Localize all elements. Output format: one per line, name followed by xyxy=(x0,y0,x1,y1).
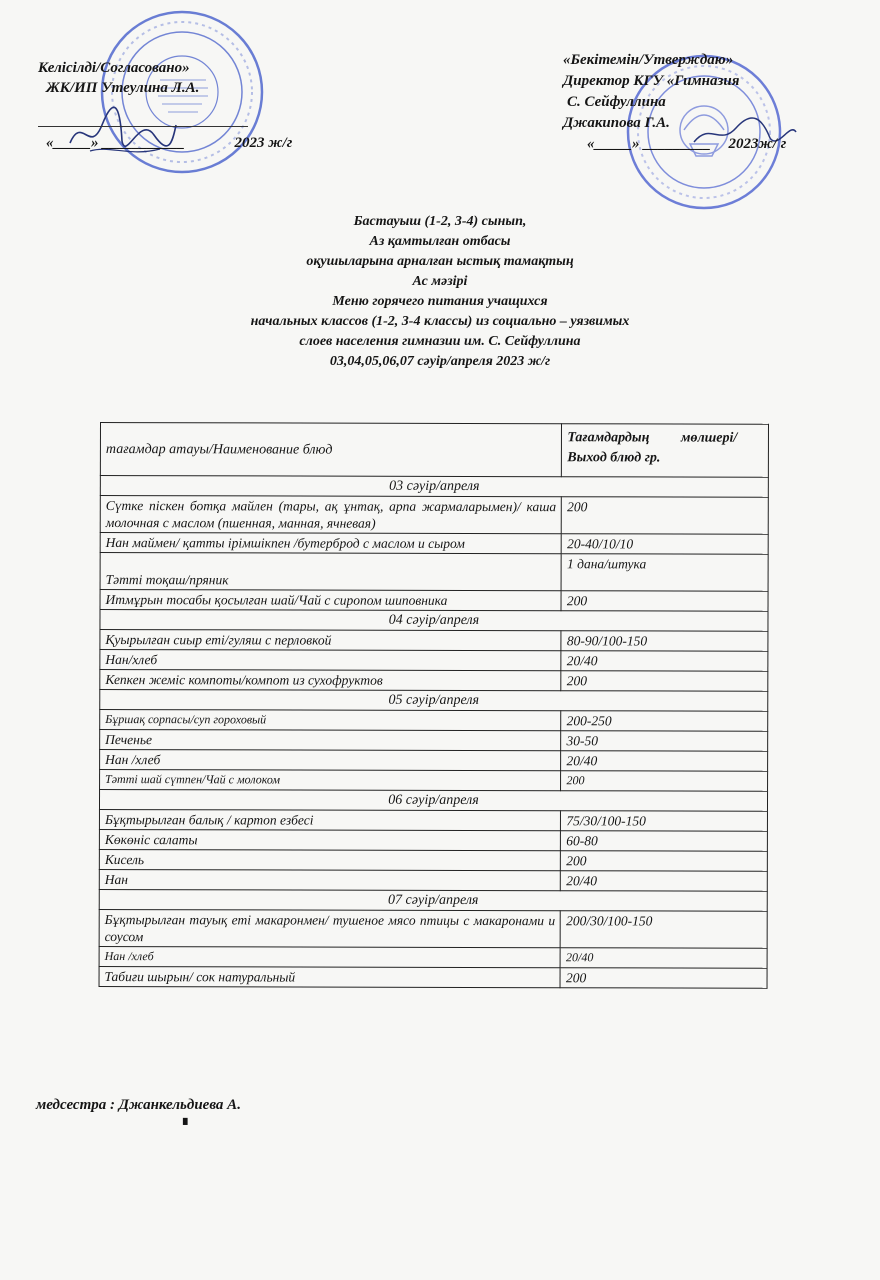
agreed-date-year: 2023 ж/г xyxy=(234,135,293,151)
approved-school-name: С. Сейфуллина xyxy=(567,94,666,110)
day-row xyxy=(99,889,767,911)
dish-name: Итмұрын тосабы қосылған шай/Чай с сиропом шиповника xyxy=(100,590,561,611)
approved-director-name: Джакипова Г.А. xyxy=(563,115,670,131)
table-row xyxy=(100,650,768,672)
table-row xyxy=(99,869,767,891)
dish-portion: 75/30/100-150 xyxy=(561,811,768,832)
day-row xyxy=(100,476,768,498)
day-label: 06 сәуір/апреля xyxy=(99,790,767,812)
day-row xyxy=(100,690,768,712)
signature-line xyxy=(38,126,248,127)
table-row xyxy=(99,829,767,851)
dish-name: Бұқтырылған балық / картоп езбесі xyxy=(99,810,560,831)
table-row xyxy=(100,553,768,592)
table-row xyxy=(100,630,768,652)
agreed-date xyxy=(38,133,338,153)
portion-header-line: Тағамдардың мөлшері/ xyxy=(567,430,738,446)
table-row xyxy=(100,590,768,612)
dish-portion: 20-40/10/10 xyxy=(562,534,769,555)
table-row xyxy=(100,730,768,752)
table-row xyxy=(100,750,768,772)
heading-line: Бастауыш (1-2, 3-4) сынып, xyxy=(353,214,527,229)
dish-name: Қуырылған сиыр еті/гуляш с перловкой xyxy=(100,630,561,651)
dish-portion: 30-50 xyxy=(561,731,768,752)
dish-portion: 20/40 xyxy=(561,871,768,892)
dish-name: Печенье xyxy=(100,730,561,751)
dish-portion: 200-250 xyxy=(561,711,768,732)
agreed-org: ЖК/ИП Утеулина Л.А. xyxy=(46,80,200,96)
dish-name: Нан xyxy=(99,869,560,890)
dish-portion: 60-80 xyxy=(561,831,768,852)
dish-portion: 200 xyxy=(560,968,767,989)
dish-portion: 200 xyxy=(562,497,769,535)
heading-dates: 03,04,05,06,07 сәуір/апреля 2023 ж/г xyxy=(329,354,551,369)
dish-name: Бұршақ сорпасы/суп гороховый xyxy=(100,710,561,731)
dish-name: Нан/хлеб xyxy=(100,650,561,671)
heading-line: оқушыларына арналған ыстық тамақтың xyxy=(306,254,574,269)
dish-name: Табиғи шырын/ сок натуральный xyxy=(99,966,560,987)
day-label: 07 сәуір/апреля xyxy=(99,889,767,911)
table-row xyxy=(99,909,767,948)
table-row xyxy=(100,533,768,555)
table-row xyxy=(100,710,768,732)
approved-date xyxy=(563,134,863,155)
column-header-dish: тағамдар атауы/Наименование блюд xyxy=(100,423,562,477)
table-row xyxy=(99,810,767,832)
dish-name: Сүтке піскен ботқа майлен (тары, ақ ұнтақ, арпа жармаларымен)/ каша молочная с маслом (пшенная, манная, ячневая) xyxy=(100,496,562,534)
day-label: 04 сәуір/апреля xyxy=(100,610,768,632)
heading-line: Ас мәзірі xyxy=(412,274,468,289)
dish-name: Бұқтырылған тауық еті макаронмен/ тушеное мясо птицы с макаронами и соусом xyxy=(99,909,561,947)
dish-name: Нан /хлеб xyxy=(99,946,560,967)
dish-portion: 1 дана/штука xyxy=(561,554,768,592)
dish-name: Кепкен жеміс компоты/компот из сухофруктов xyxy=(100,670,561,691)
approved-title: «Бекітемін/Утверждаю» xyxy=(563,52,734,68)
dish-name: Тәтті тоқаш/пряник xyxy=(100,553,562,591)
heading-line: слоев населения гимназии им. С. Сейфуллина xyxy=(299,334,581,349)
day-label: 05 сәуір/апреля xyxy=(100,690,768,712)
approved-position: Директор КГУ «Гимназия xyxy=(563,73,740,89)
table-row xyxy=(99,849,767,871)
dish-portion: 200/30/100-150 xyxy=(561,911,768,949)
dish-portion: 200 xyxy=(561,771,768,792)
ink-speck: ▘ xyxy=(183,1118,193,1132)
dish-portion: 200 xyxy=(561,851,768,872)
agreed-date-blank: «_____» ___________ xyxy=(46,135,185,151)
approved-date-blank: «_____» _________ xyxy=(587,136,711,152)
document-heading xyxy=(150,212,730,372)
portion-header-line: Выход блюд гр. xyxy=(567,450,661,466)
dish-portion: 200 xyxy=(561,671,768,692)
table-row xyxy=(100,670,768,692)
dish-portion: 80-90/100-150 xyxy=(561,631,768,652)
dish-portion: 20/40 xyxy=(560,948,767,969)
dish-portion: 200 xyxy=(561,591,768,612)
table-row xyxy=(100,770,768,792)
dish-portion: 20/40 xyxy=(561,651,768,672)
approved-date-year: 2023ж/ г xyxy=(728,136,787,152)
nurse-signature-line: медсестра : Джанкельдиева А. xyxy=(36,1097,241,1113)
agreed-block xyxy=(38,58,338,153)
heading-line: Аз қамтылған отбасы xyxy=(369,234,511,249)
dish-portion: 20/40 xyxy=(561,751,768,772)
heading-line: начальных классов (1-2, 3-4 классы) из социально – уязвимых xyxy=(250,314,630,329)
dish-name: Нан маймен/ қатты ірімшікпен /бутерброд с маслом и сыром xyxy=(100,533,561,554)
table-header-row xyxy=(100,423,768,478)
dish-name: Тәтті шай сүтпен/Чай с молоком xyxy=(100,770,561,791)
table-row xyxy=(100,496,768,535)
dish-name: Кисель xyxy=(99,849,560,870)
day-row xyxy=(99,790,767,812)
table-row xyxy=(99,966,767,988)
menu-table xyxy=(99,422,769,989)
approved-block xyxy=(563,50,863,155)
table-row xyxy=(99,946,767,968)
heading-line: Меню горячего питания учащихся xyxy=(332,294,548,309)
day-label: 03 сәуір/апреля xyxy=(100,476,768,498)
dish-name: Нан /хлеб xyxy=(100,750,561,771)
agreed-title: Келісілді/Согласовано» xyxy=(38,60,190,76)
dish-name: Көкөніс салаты xyxy=(99,829,560,850)
column-header-portion xyxy=(562,424,769,478)
day-row xyxy=(100,610,768,632)
